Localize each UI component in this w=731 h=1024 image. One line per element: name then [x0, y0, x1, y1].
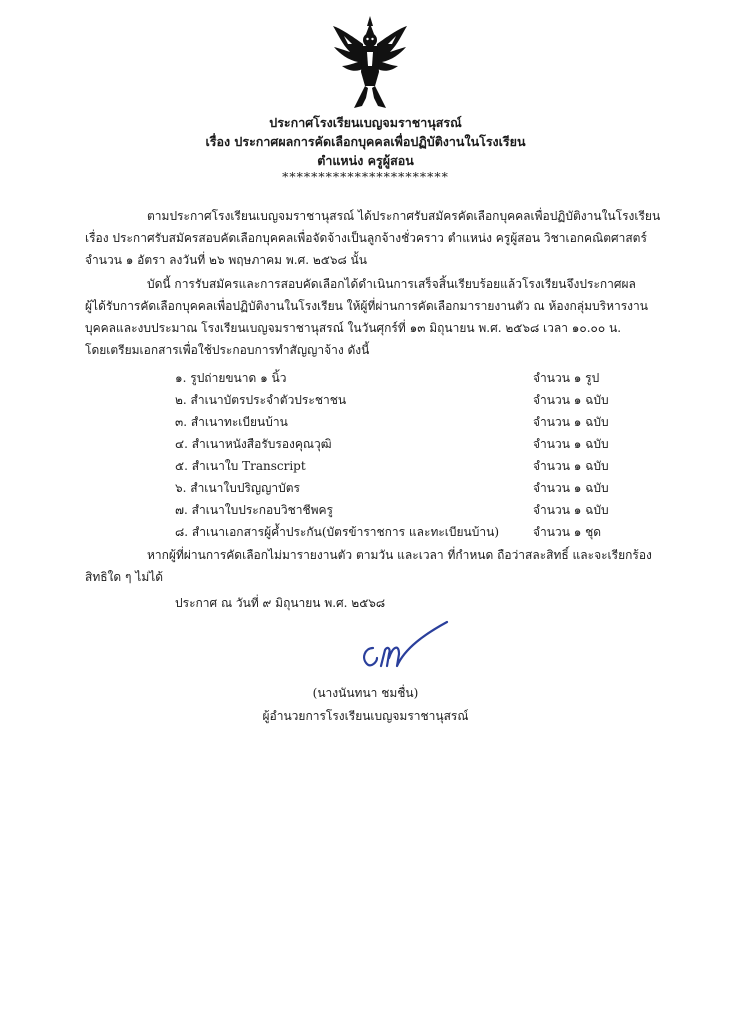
paragraph-line: บุคคลและงบประมาณ โรงเรียนเบญจมราชานุสรณ์ ในวันศุกร์ที่ ๑๓ มิถุนายน พ.ศ. ๒๕๖๘ เวลา ๑๐.๐๐ น. — [85, 321, 622, 335]
header-line-2: เรื่อง ประกาศผลการคัดเลือกบุคคลเพื่อปฏิบัติงานในโรงเรียน — [205, 134, 526, 149]
paragraph-line: บัดนี้ การรับสมัครและการสอบคัดเลือกได้ดำเนินการเสร็จสิ้นเรียบร้อยแล้วโรงเรียนจึงประกาศผล — [147, 277, 636, 291]
list-item — [0, 479, 731, 501]
handwritten-signature — [355, 618, 455, 678]
list-item — [0, 523, 731, 545]
paragraph-line: ตามประกาศโรงเรียนเบญจมราชานุสรณ์ ได้ประกาศรับสมัครคัดเลือกบุคคลเพื่อปฏิบัติงานในโรงเรียน — [147, 209, 661, 223]
list-item — [0, 457, 731, 479]
announcement-header — [0, 113, 731, 184]
document-quantity: จำนวน ๑ ฉบับ — [533, 481, 609, 495]
document-name: ๔. สำเนาหนังสือรับรองคุณวุฒิ — [175, 437, 332, 451]
document-quantity: จำนวน ๑ ฉบับ — [533, 415, 609, 429]
signer-title: ผู้อำนวยการโรงเรียนเบญจมราชานุสรณ์ — [262, 709, 469, 723]
list-item — [0, 369, 731, 391]
list-item — [0, 435, 731, 457]
garuda-emblem — [330, 14, 410, 110]
header-line-3: ตำแหน่ง ครูผู้สอน — [317, 153, 414, 168]
document-quantity: จำนวน ๑ ชุด — [533, 525, 602, 539]
document-quantity: จำนวน ๑ ฉบับ — [533, 437, 609, 451]
signer-name: (นางนันทนา ชมชื่น) — [312, 686, 419, 700]
paragraph-line: เรื่อง ประกาศรับสมัครสอบคัดเลือกบุคคลเพื่อจัดจ้างเป็นลูกจ้างชั่วคราว ตำแหน่ง ครูผู้สอน วิชาเอกคณิตศาสตร์ — [85, 231, 647, 245]
paragraph-line: ผู้ได้รับการคัดเลือกบุคคลเพื่อปฏิบัติงานในโรงเรียน ให้ผู้ที่ผ่านการคัดเลือกมารายงานตัว ณ ห้องกลุ่มบริหารงาน — [85, 299, 648, 313]
paragraph-line: โดยเตรียมเอกสารเพื่อใช้ประกอบการทำสัญญาจ้าง ดังนี้ — [85, 343, 370, 357]
paragraph-line: หากผู้ที่ผ่านการคัดเลือกไม่มารายงานตัว ตามวัน และเวลา ที่กำหนด ถือว่าสละสิทธิ์ และจะเรียกร้อง — [147, 548, 652, 562]
paragraph-result — [85, 273, 667, 361]
list-item — [0, 391, 731, 413]
header-line-1: ประกาศโรงเรียนเบญจมราชานุสรณ์ — [269, 115, 462, 130]
document-quantity: จำนวน ๑ ฉบับ — [533, 503, 609, 517]
document-name: ๕. สำเนาใบ Transcript — [175, 459, 306, 473]
document-quantity: จำนวน ๑ ฉบับ — [533, 459, 609, 473]
paragraph-line: จำนวน ๑ อัตรา ลงวันที่ ๒๖ พฤษภาคม พ.ศ. ๒๕๖๘ นั้น — [85, 253, 367, 267]
paragraph-warning — [85, 544, 667, 588]
paragraph-intro — [85, 205, 667, 271]
announcement-date: ประกาศ ณ วันที่ ๙ มิถุนายน พ.ศ. ๒๕๖๘ — [175, 596, 386, 610]
document-name: ๗. สำเนาใบประกอบวิชาชีพครู — [175, 503, 333, 517]
document-name: ๖. สำเนาใบปริญญาบัตร — [175, 481, 300, 495]
paragraph-line: สิทธิใด ๆ ไม่ได้ — [85, 570, 164, 584]
document-name: ๓. สำเนาทะเบียนบ้าน — [175, 415, 288, 429]
list-item — [0, 413, 731, 435]
document-name: ๒. สำเนาบัตรประจำตัวประชาชน — [175, 393, 347, 407]
header-divider-stars: *********************** — [282, 169, 449, 184]
document-name: ๘. สำเนาเอกสารผู้ค้ำประกัน(บัตรข้าราชการ และทะเบียนบ้าน) — [175, 525, 499, 539]
document-quantity: จำนวน ๑ ฉบับ — [533, 393, 609, 407]
list-item — [0, 501, 731, 523]
document-quantity: จำนวน ๑ รูป — [533, 371, 600, 385]
document-name: ๑. รูปถ่ายขนาด ๑ นิ้ว — [175, 371, 287, 385]
